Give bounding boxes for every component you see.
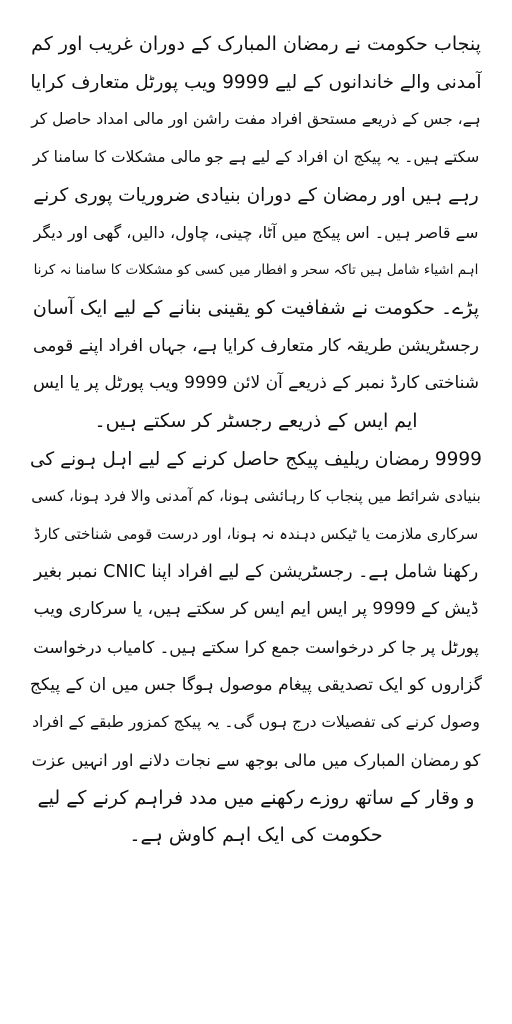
text-line: ڈیش کے 9999 پر ایس ایم ایس کر سکتے ہیں، یا سرکاری ویب	[33, 599, 479, 620]
text-line: رجسٹریشن طریقہ کار متعارف کرایا ہے، جہاں افراد اپنے قومی	[33, 335, 479, 356]
text-line: سرکاری ملازمت یا ٹیکس دہندہ نہ ہونا، اور درست قومی شناختی کارڈ	[33, 524, 479, 543]
text-line: اہم اشیاء شامل ہیں تاکہ سحر و افطار میں کسی کو مشکلات کا سامنا نہ کرنا	[33, 262, 479, 279]
text-line: سے قاصر ہیں۔ اس پیکج میں آٹا، چینی، چاول، دالیں، گھی اور دیگر	[33, 223, 479, 243]
text-line: پنجاب حکومت نے رمضان المبارک کے دوران غریب اور کم	[31, 33, 481, 55]
text-line: ایم ایس کے ذریعے رجسٹر کر سکتے ہیں۔	[94, 409, 418, 432]
text-line: وصول کرنے کی تفصیلات درج ہوں گی۔ یہ پیکج کمزور طبقے کے افراد	[32, 713, 480, 732]
text-line: آمدنی والے خاندانوں کے لیے 9999 ویب پورٹل متعارف کرایا	[30, 71, 482, 93]
text-line: ہے، جس کے ذریعے مستحق افراد مفت راشن اور مالی امداد حاصل کر	[31, 110, 481, 129]
text-line: رہے ہیں اور رمضان کے دوران بنیادی ضروریات پوری کرنے	[33, 184, 479, 206]
text-line: بنیادی شرائط میں پنجاب کا رہائشی ہونا، کم آمدنی والا فرد ہونا، کسی	[31, 487, 481, 506]
text-line: کو رمضان المبارک میں مالی بوجھ سے نجات دلانے اور انہیں عزت	[31, 751, 481, 771]
text-line: پورٹل پر جا کر درخواست جمع کرا سکتے ہیں۔ کامیاب درخواست	[33, 638, 479, 657]
text-line: 9999 رمضان ریلیف پیکج حاصل کرنے کے لیے اہل ہونے کی	[30, 448, 482, 470]
text-line: گزاروں کو ایک تصدیقی پیغام موصول ہوگا جس میں ان کے پیکج	[30, 674, 482, 695]
text-line: پڑے۔ حکومت نے شفافیت کو یقینی بنانے کے لیے ایک آسان	[32, 296, 480, 319]
text-line: و وقار کے ساتھ روزے رکھنے میں مدد فراہم کرنے کے لیے	[37, 786, 475, 809]
paragraph-eligibility	[30, 441, 482, 856]
paragraph-announcement	[30, 26, 482, 441]
text-line: رکھنا شامل ہے۔ رجسٹریشن کے لیے افراد اپنا CNIC نمبر بغیر	[33, 561, 479, 582]
article-body	[30, 26, 482, 855]
text-line: سکتے ہیں۔ یہ پیکج ان افراد کے لیے ہے جو مالی مشکلات کا سامنا کر	[32, 148, 480, 167]
text-line: حکومت کی ایک اہم کاوش ہے۔	[129, 824, 383, 847]
text-line: شناختی کارڈ نمبر کے ذریعے آن لائن 9999 ویب پورٹل پر یا ایس	[32, 373, 480, 394]
